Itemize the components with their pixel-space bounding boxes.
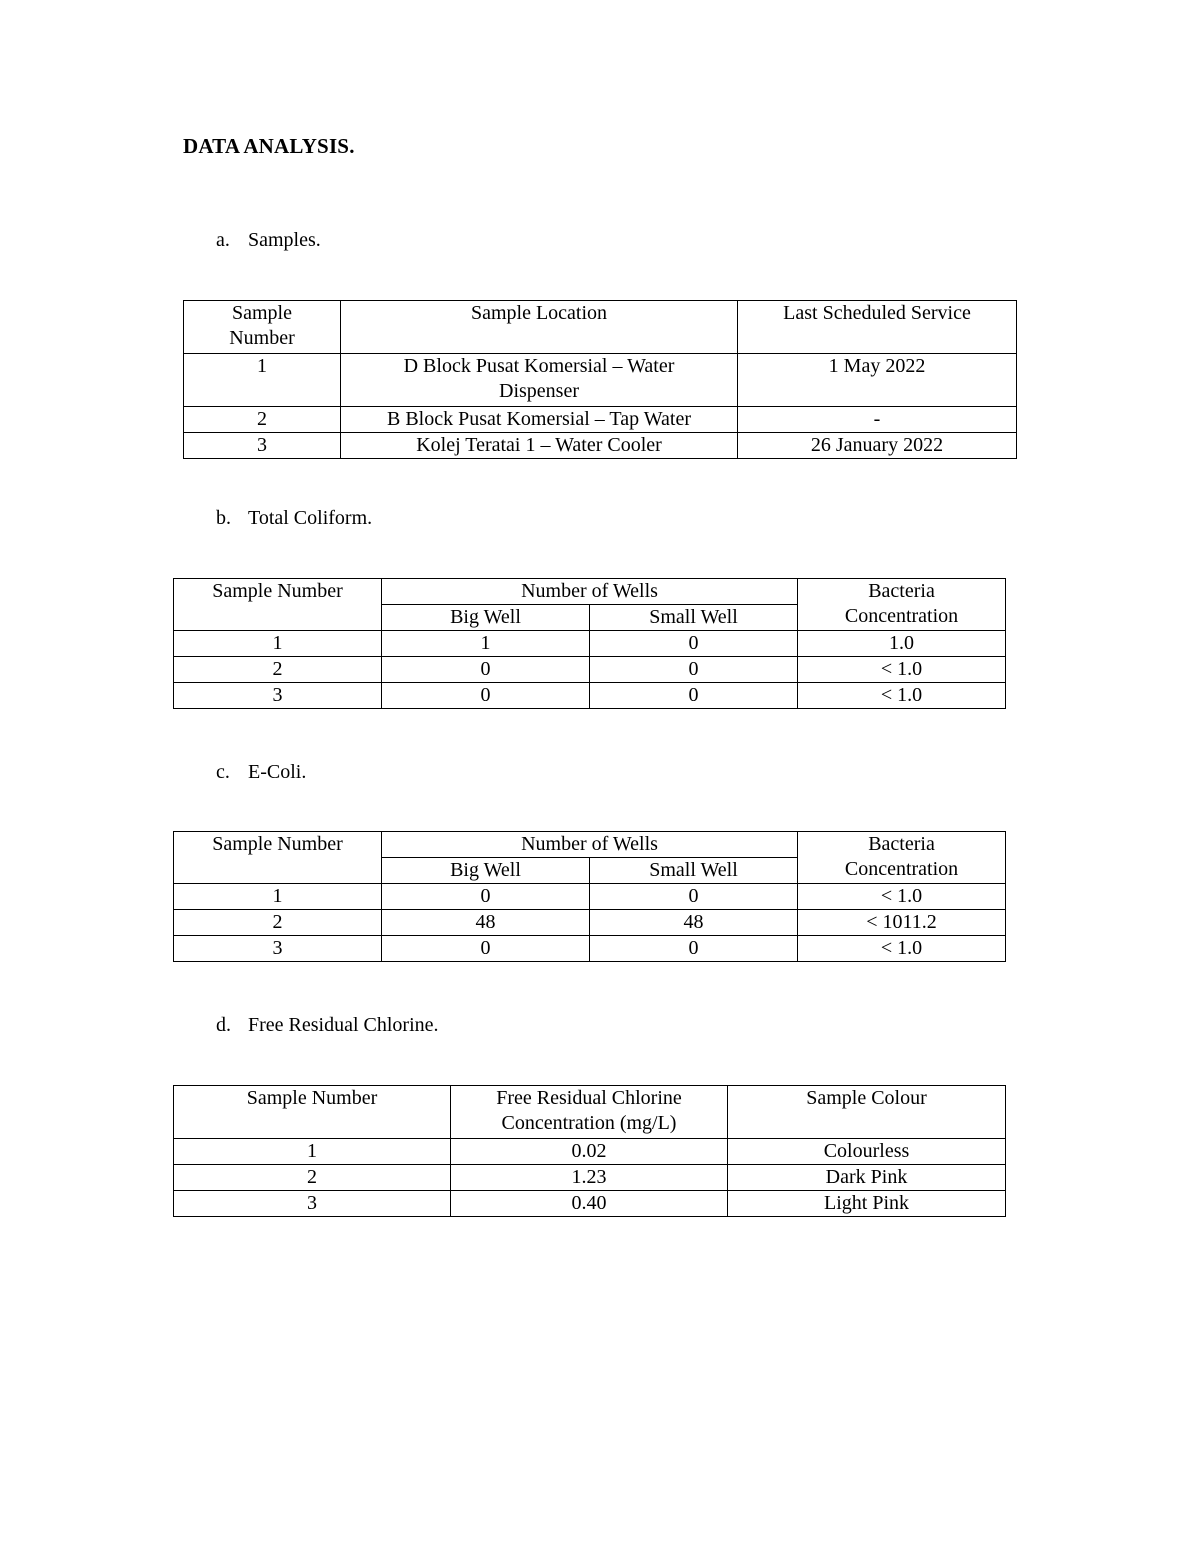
- table-row: [174, 910, 1006, 936]
- cell-sample-location: D Block Pusat Komersial – Water Dispenser: [341, 354, 738, 407]
- header-sample-number: Sample Number: [174, 832, 382, 884]
- cell-chlorine-concentration: 0.02: [451, 1139, 728, 1165]
- header-chlorine-concentration: Free Residual Chlorine Concentration (mg/L): [451, 1086, 728, 1139]
- header-big-well: Big Well: [382, 605, 590, 631]
- table-row: [174, 936, 1006, 962]
- header-last-scheduled-service: Last Scheduled Service: [738, 301, 1017, 354]
- header-sample-location: Sample Location: [341, 301, 738, 354]
- table-row: [184, 433, 1017, 459]
- cell-sample-colour: Dark Pink: [728, 1165, 1006, 1191]
- cell-sample-number: 3: [174, 683, 382, 709]
- header-big-well: Big Well: [382, 858, 590, 884]
- coliform-table: [173, 578, 1006, 709]
- section-heading-chlorine: [216, 1014, 439, 1037]
- section-heading-coliform: [216, 507, 372, 530]
- table-row: [184, 407, 1017, 433]
- header-number-of-wells: Number of Wells: [382, 579, 798, 605]
- table-header-row: [174, 579, 1006, 605]
- section-heading-samples: [216, 229, 321, 252]
- cell-sample-colour: Colourless: [728, 1139, 1006, 1165]
- cell-concentration: < 1.0: [798, 936, 1006, 962]
- cell-concentration: < 1.0: [798, 683, 1006, 709]
- cell-last-service: -: [738, 407, 1017, 433]
- header-sample-colour: Sample Colour: [728, 1086, 1006, 1139]
- header-small-well: Small Well: [590, 858, 798, 884]
- section-marker: c.: [216, 761, 230, 783]
- section-title: Samples.: [248, 229, 321, 251]
- table-row: [174, 1191, 1006, 1217]
- cell-sample-number: 1: [184, 354, 341, 407]
- cell-sample-number: 2: [174, 1165, 451, 1191]
- cell-last-service: 26 January 2022: [738, 433, 1017, 459]
- cell-sample-location: B Block Pusat Komersial – Tap Water: [341, 407, 738, 433]
- cell-sample-number: 1: [174, 631, 382, 657]
- table-row: [174, 1165, 1006, 1191]
- header-bacteria-concentration: Bacteria Concentration: [798, 579, 1006, 631]
- table-header-row: [174, 1086, 1006, 1139]
- header-sample-number: Sample Number: [174, 1086, 451, 1139]
- section-marker: b.: [216, 507, 231, 529]
- table-row: [184, 354, 1017, 407]
- header-small-well: Small Well: [590, 605, 798, 631]
- cell-sample-number: 1: [174, 884, 382, 910]
- section-title: Total Coliform.: [248, 507, 373, 529]
- cell-sample-location: Kolej Teratai 1 – Water Cooler: [341, 433, 738, 459]
- table-row: [174, 1139, 1006, 1165]
- header-bacteria-concentration: Bacteria Concentration: [798, 832, 1006, 884]
- section-title: Free Residual Chlorine.: [248, 1014, 439, 1036]
- cell-big-well: 0: [382, 936, 590, 962]
- cell-sample-number: 2: [174, 657, 382, 683]
- cell-small-well: 0: [590, 631, 798, 657]
- cell-sample-number: 1: [174, 1139, 451, 1165]
- table-row: [174, 683, 1006, 709]
- header-number-of-wells: Number of Wells: [382, 832, 798, 858]
- ecoli-table: [173, 831, 1006, 962]
- table-header-row: [174, 832, 1006, 858]
- cell-small-well: 0: [590, 683, 798, 709]
- cell-big-well: 0: [382, 683, 590, 709]
- cell-small-well: 0: [590, 657, 798, 683]
- section-marker: a.: [216, 229, 230, 251]
- cell-big-well: 0: [382, 884, 590, 910]
- cell-sample-number: 3: [174, 1191, 451, 1217]
- section-heading-ecoli: [216, 761, 306, 784]
- header-sample-number: Sample Number: [174, 579, 382, 631]
- table-row: [174, 657, 1006, 683]
- section-title: E-Coli.: [248, 761, 307, 783]
- cell-sample-number: 3: [174, 936, 382, 962]
- header-sample-number: Sample Number: [184, 301, 341, 354]
- table-row: [174, 631, 1006, 657]
- cell-big-well: 1: [382, 631, 590, 657]
- cell-concentration: < 1011.2: [798, 910, 1006, 936]
- cell-big-well: 0: [382, 657, 590, 683]
- table-row: [174, 884, 1006, 910]
- table-header-row: [184, 301, 1017, 354]
- samples-table: [183, 300, 1017, 459]
- chlorine-table: [173, 1085, 1006, 1217]
- cell-chlorine-concentration: 1.23: [451, 1165, 728, 1191]
- cell-concentration: < 1.0: [798, 657, 1006, 683]
- cell-chlorine-concentration: 0.40: [451, 1191, 728, 1217]
- document-title: DATA ANALYSIS.: [183, 134, 355, 158]
- cell-small-well: 0: [590, 936, 798, 962]
- cell-last-service: 1 May 2022: [738, 354, 1017, 407]
- section-marker: d.: [216, 1014, 231, 1036]
- cell-small-well: 48: [590, 910, 798, 936]
- cell-sample-number: 3: [184, 433, 341, 459]
- cell-sample-colour: Light Pink: [728, 1191, 1006, 1217]
- cell-concentration: < 1.0: [798, 884, 1006, 910]
- cell-concentration: 1.0: [798, 631, 1006, 657]
- cell-sample-number: 2: [184, 407, 341, 433]
- cell-sample-number: 2: [174, 910, 382, 936]
- cell-big-well: 48: [382, 910, 590, 936]
- cell-small-well: 0: [590, 884, 798, 910]
